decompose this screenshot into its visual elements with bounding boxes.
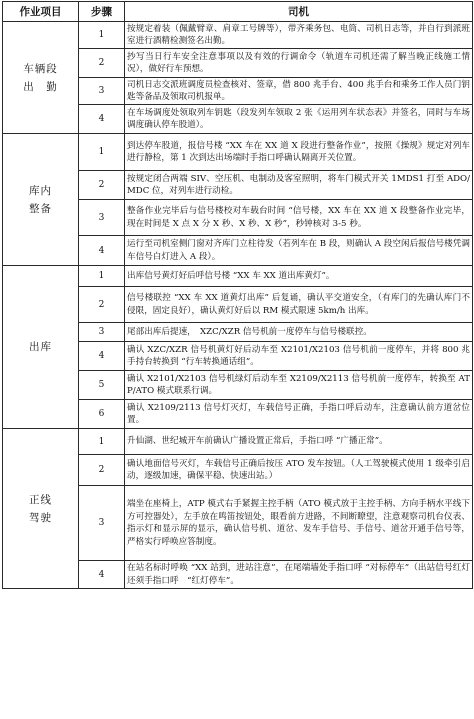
section-title <box>3 266 79 429</box>
step-number: 3 <box>79 486 125 561</box>
step-text: 按规定闭合两端 SIV、空压机、电制动及客室照明，将车门模式开关 1MDS1 打至 ADO/MDC 位，对列车进行动检。 <box>125 171 473 200</box>
step-number: 2 <box>79 49 125 78</box>
table-row <box>3 134 473 171</box>
step-text: 出库信号黄灯好后呼信号楼 “XX 车 XX 道出库黄灯”。 <box>125 266 473 287</box>
step-number: 2 <box>79 455 125 486</box>
header-driver: 司机 <box>125 2 473 22</box>
section-title-line: 出 勤 <box>23 80 58 93</box>
table-row <box>3 429 473 455</box>
step-text: 信号楼联控 “XX 车 XX 道黄灯出库” 后复诵，确认平交道安全，（有库门的先确认库门不侵限，固定良好），确认黄灯好后以 RM 模式限速 5km/h 出库。 <box>125 287 473 323</box>
table-row <box>3 266 473 287</box>
table-body <box>3 22 473 589</box>
step-number: 5 <box>79 371 125 400</box>
step-number: 1 <box>79 429 125 455</box>
step-text: 确认地面信号灭灯，车载信号正确后按压 ATO 发车按钮。（人工驾驶模式使用 1 级牵引启动，逐级加速，确保平稳、快速出站。） <box>125 455 473 486</box>
section-title-line: 驾驶 <box>29 511 52 524</box>
step-number: 3 <box>79 78 125 105</box>
table-header-row <box>3 2 473 22</box>
step-number: 3 <box>79 323 125 342</box>
step-text: 确认 XZC/XZR 信号机黄灯好后动车至 X2101/X2103 信号机前一度停车，并将 800 兆手持台转换到 “行车转换通话组”。 <box>125 342 473 371</box>
step-text: 在车场调度处领取列车钥匙（段发列车领取 2 张《运用列车状态表》并签名，同时与车场调度确认停车股道）。 <box>125 105 473 134</box>
section-title-line: 正线 <box>29 493 52 506</box>
step-number: 4 <box>79 236 125 266</box>
step-text: 按规定着装（佩戴臂章、肩章工号牌等），带齐乘务包、电筒、司机日志等，并自行到派班室进行酒精检测签名出勤。 <box>125 22 473 49</box>
section-title-line: 库内 <box>29 184 52 197</box>
step-number: 2 <box>79 171 125 200</box>
step-number: 4 <box>79 105 125 134</box>
section-title-line: 出库 <box>29 341 52 353</box>
section-title <box>3 22 79 134</box>
step-number: 1 <box>79 266 125 287</box>
section-title <box>3 134 79 266</box>
step-number: 1 <box>79 22 125 49</box>
table-row <box>3 22 473 49</box>
step-text: 升仙湖、世纪城开车前确认广播设置正常后，手指口呼 “广播正常”。 <box>125 429 473 455</box>
step-number: 2 <box>79 287 125 323</box>
section-title-line: 车辆段 <box>23 62 58 75</box>
step-text: 司机日志交派班调度员检查核对、签章，借 800 兆手台、400 兆手台和乘务工作人员门钥匙等备品及领取司机报单。 <box>125 78 473 105</box>
header-step: 步骤 <box>79 2 125 22</box>
step-text: 端坐在座椅上，ATP 模式右手紧握主控手柄（ATO 模式放于主控手柄、方向手柄水平线下方可控器处），左手放在鸣笛按钮处，眼看前方进路，不间断瞭望，注意观察司机台仪表、指示灯和显示屏的显示，确认信号机、道岔、发车手信号、手信号、道岔开通手信号等，严格实行呼唤应答制度。 <box>125 486 473 561</box>
section-title <box>3 429 79 589</box>
procedure-table <box>2 1 473 589</box>
step-text: 整备作业完毕后与信号楼校对车载台时间 “信号楼，XX 车在 XX 道 X 段整备作业完毕，现在时间是 X 点 X 分 X 秒、X 秒、X 秒”，秒钟核对 3-5 秒。 <box>125 200 473 236</box>
section-title-line: 整备 <box>29 202 52 215</box>
step-number: 4 <box>79 561 125 589</box>
step-text: 抄写当日行车安全注意事项以及有效的行调命令（轨道车司机还需了解当晚正线施工情况），做好行车预想。 <box>125 49 473 78</box>
step-text: 在站名标时呼唤 “XX 站到，进站注意”，在尾端墙处手指口呼 “对标停车”（出站信号红灯还须手指口呼 “红灯停车”。 <box>125 561 473 589</box>
header-section: 作业项目 <box>3 2 79 22</box>
step-text: 尾部出库后提速， XZC/XZR 信号机前一度停车与信号楼联控。 <box>125 323 473 342</box>
step-text: 到达停车股道，报信号楼 “XX 车在 XX 道 X 段进行整备作业”，按照《操规》规定对列车进行静检，第 1 次到达出场端时手指口呼确认隔离开关位置。 <box>125 134 473 171</box>
step-number: 3 <box>79 200 125 236</box>
step-number: 6 <box>79 400 125 429</box>
step-number: 4 <box>79 342 125 371</box>
step-text: 确认 X2101/X2103 信号机绿灯后动车至 X2109/X2113 信号机前一度停车，转换至 ATP/ATO 模式联系行调。 <box>125 371 473 400</box>
step-number: 1 <box>79 134 125 171</box>
step-text: 确认 X2109/2113 信号灯灭灯，车载信号正确，手指口呼后动车，注意确认前方道岔位置。 <box>125 400 473 429</box>
step-text: 运行至司机室侧门窗对齐库门立柱待发（若列车在 B 段，则确认 A 段空闲后报信号楼凭调车信号白灯进入 A 段）。 <box>125 236 473 266</box>
